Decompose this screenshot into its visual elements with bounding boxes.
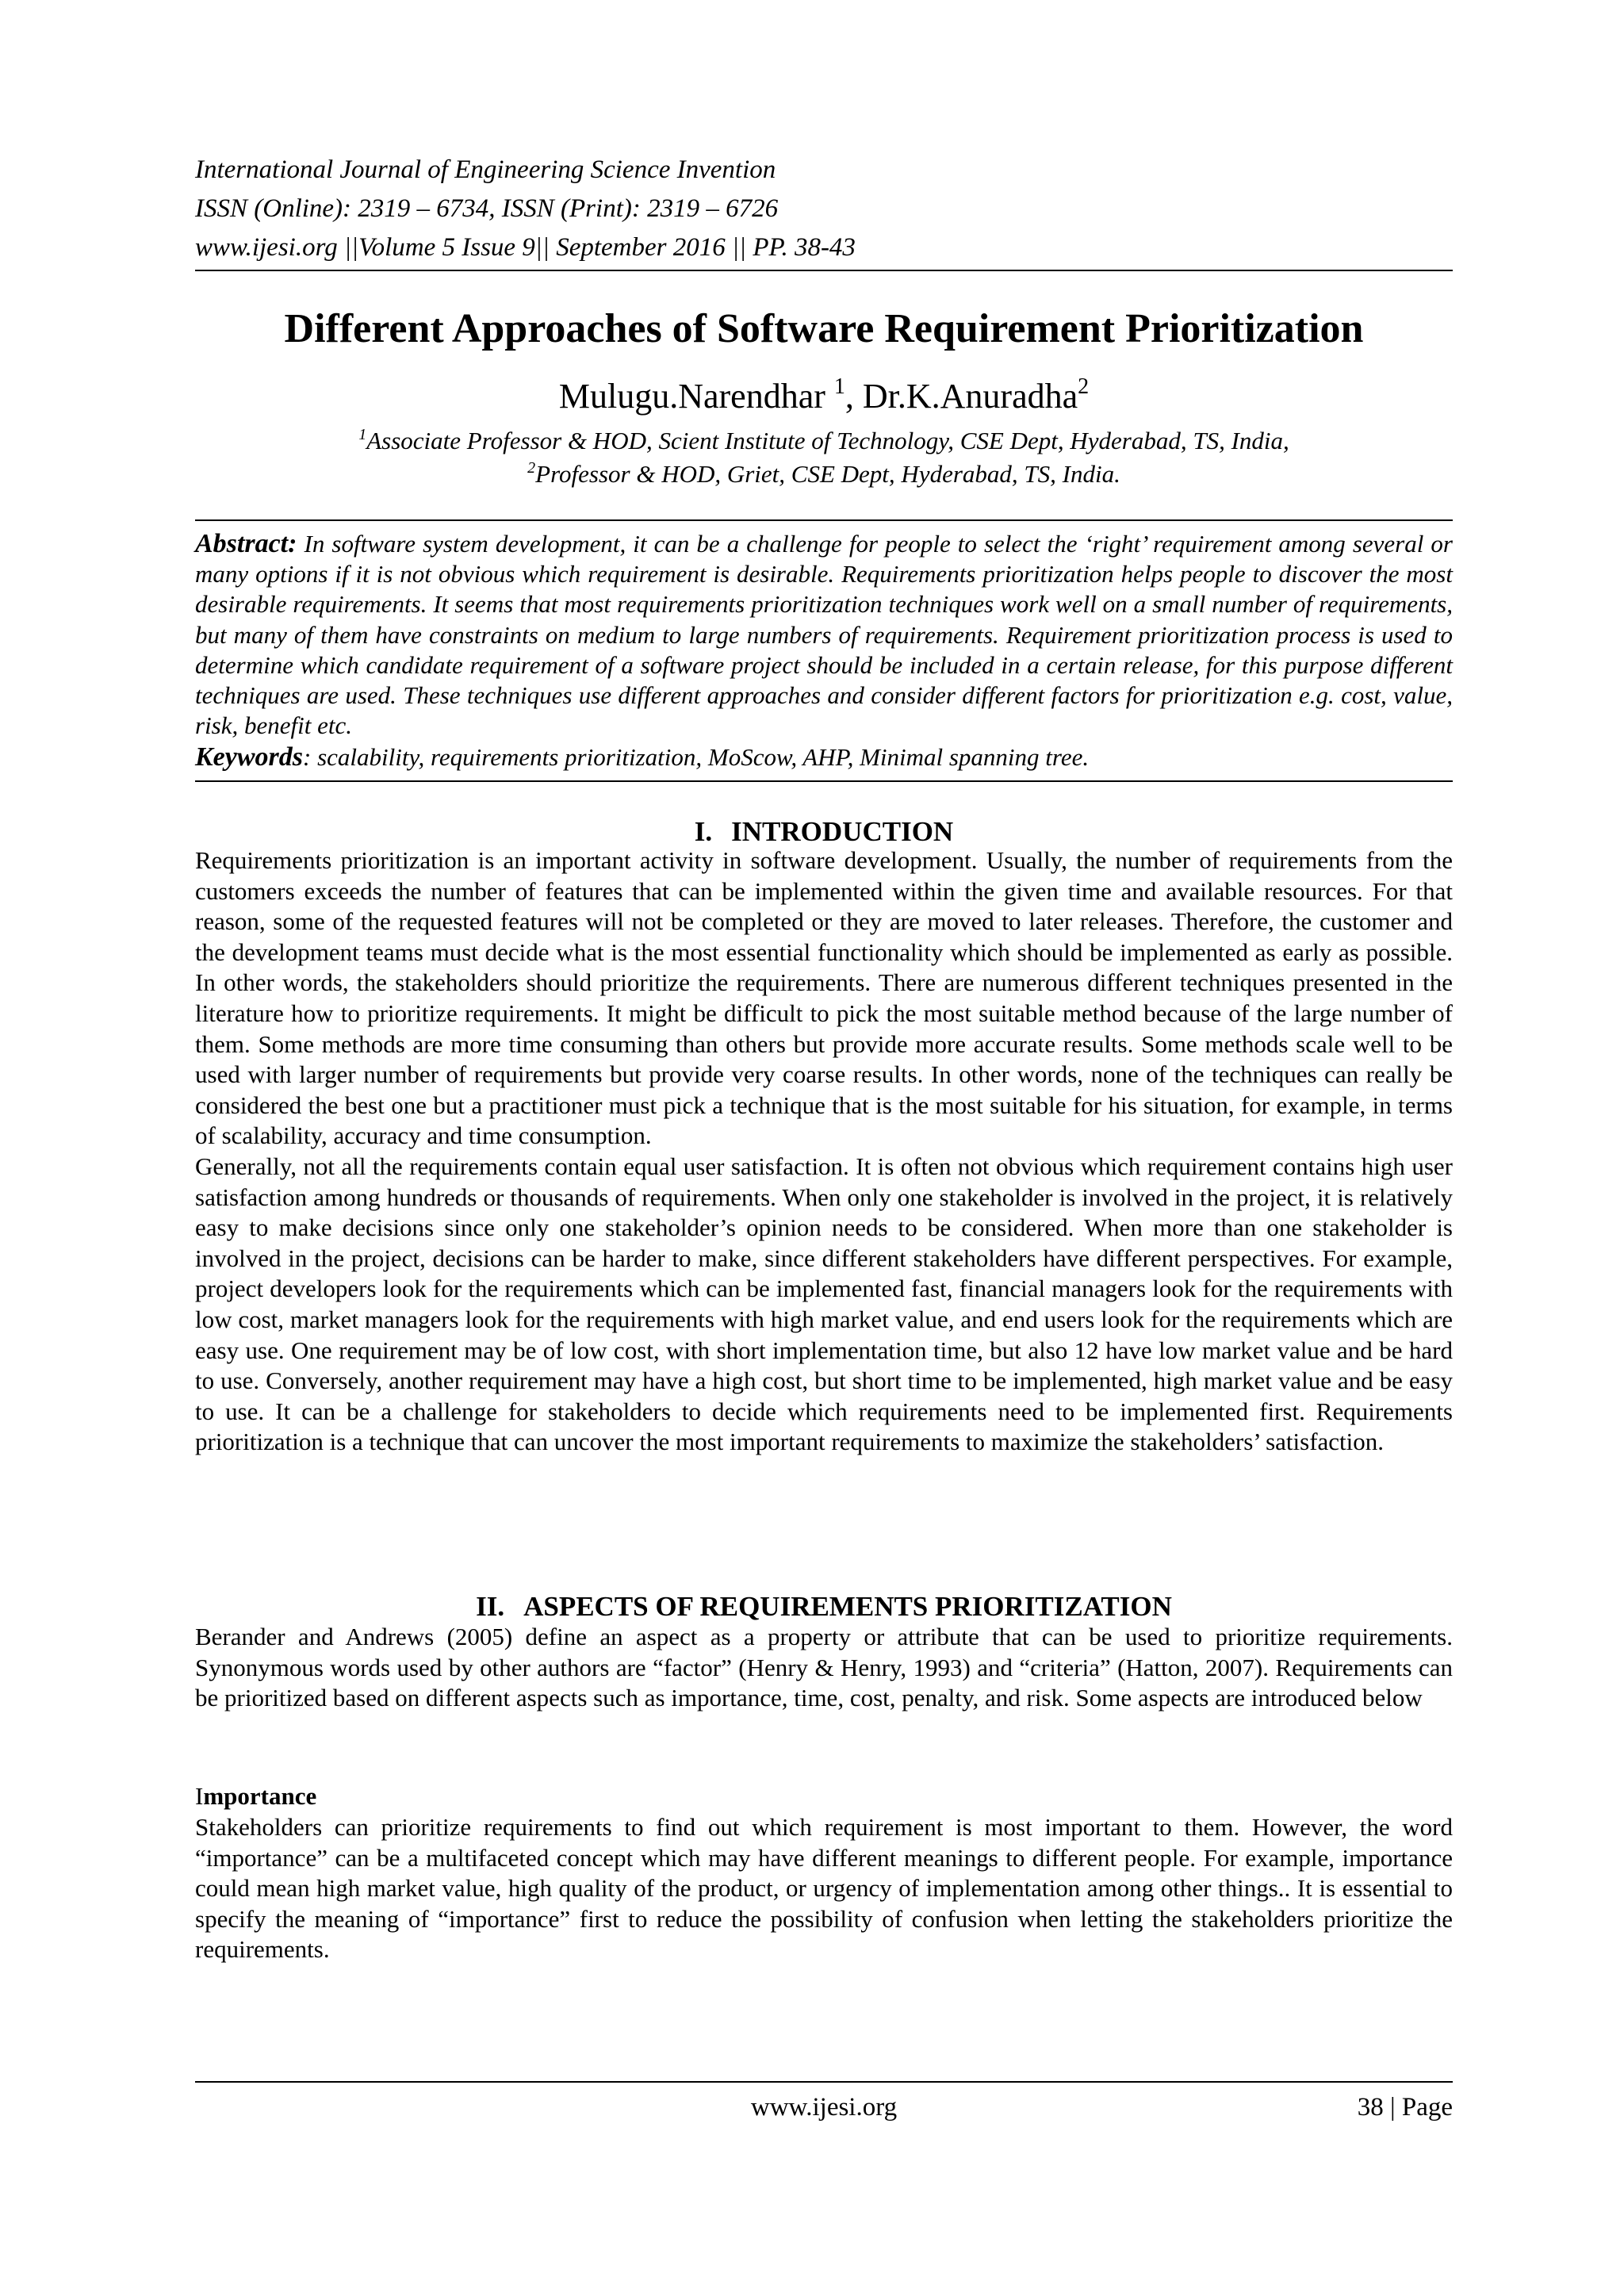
journal-issn: ISSN (Online): 2319 – 6734, ISSN (Print): 2319 – 6726 — [195, 194, 779, 223]
keywords-text: : scalability, requirements prioritization, MoScow, AHP, Minimal spanning tree. — [303, 743, 1090, 771]
author-line — [195, 373, 1453, 420]
section-1-paragraph-2: Generally, not all the requirements contain equal user satisfaction. It is often not obvious which requirement contains high user satisfaction among hundreds or thousands of requirements. When only one stakeholder is involved in the project, it is relatively easy to make decisions since only one stakeholder’s opinion needs to be considered. When more than one stakeholder is involved in the project, decisions can be harder to make, since different stakeholders have different perspectives. For example, project developers look for the requirements which can be implemented fast, financial managers look for the requirements with low cost, market managers look for the requirements with high market value, and end users look for the requirements which are easy use. One requirement may be of low cost, with short implementation time, but also 12 have low market value and be hard to use. Conversely, another requirement may have a high cost, but short time to be implemented, high market value and be easy to use. It can be a challenge for stakeholders to decide which requirements need to be implemented first. Requirements prioritization is a technique that can uncover the most important requirements to maximize the stakeholders’ satisfaction. — [195, 1152, 1453, 1456]
header-rule — [195, 270, 1453, 271]
journal-volume-line: www.ijesi.org ||Volume 5 Issue 9|| September 2016 || PP. 38-43 — [195, 233, 856, 262]
section-1-body — [195, 845, 1453, 1458]
affiliation-2-text: Professor & HOD, Griet, CSE Dept, Hyderabad, TS, India. — [535, 460, 1120, 488]
journal-header — [195, 151, 1453, 267]
affiliation-1 — [195, 424, 1453, 458]
abstract-bottom-rule — [195, 780, 1453, 782]
keywords-label: Keywords — [195, 742, 303, 772]
section-2-title: ASPECTS OF REQUIREMENTS PRIORITIZATION — [523, 1591, 1172, 1622]
section-2-heading — [195, 1589, 1453, 1624]
importance-heading — [195, 1780, 316, 1812]
importance-body — [195, 1812, 1453, 1965]
affiliation-2-sup: 2 — [527, 459, 536, 477]
abstract-label: Abstract: — [195, 529, 297, 558]
author-1-sup: 1 — [833, 374, 845, 399]
section-2-paragraph: Berander and Andrews (2005) define an aspect as a property or attribute that can be used to prioritize requirements. Synonymous words used by other authors are “factor” (Henry & Henry, 1993) and “criteria” (Hatton, 2007). Requirements can be prioritized based on different aspects such as importance, time, cost, penalty, and risk. Some aspects are introduced below — [195, 1623, 1453, 1712]
paper-title: Different Approaches of Software Requirement Prioritization — [284, 306, 1364, 351]
affiliation-1-text: Associate Professor & HOD, Scient Institute of Technology, CSE Dept, Hyderabad, TS, India, — [366, 427, 1289, 454]
abstract-text: In software system development, it can be a challenge for people to select the ‘right’ requirement among several or many options if it is not obvious which requirement is desirable. Requirements prioritization helps people to discover the most desirable requirements. It seems that most requirements prioritization techniques work well on a small number of requirements, but many of them have constraints on medium to large numbers of requirements. Requirement prioritization process is used to determine which candidate requirement of a software project should be included in a certain release, for this purpose different techniques are used. These techniques use different approaches and consider different factors for prioritization e.g. cost, value, risk, benefit etc. — [195, 530, 1453, 740]
affiliation-2 — [195, 458, 1453, 491]
section-2-number: II. — [476, 1591, 505, 1622]
abstract-top-rule — [195, 519, 1453, 521]
section-1-paragraph-1: Requirements prioritization is an important activity in software development. Usually, the number of requirements from the customers exceeds the number of features that can be implemented within the given time and available resources. For that reason, some of the requested features will not be completed or they are moved to later releases. Therefore, the customer and the development teams must decide what is the most essential functionality which should be implemented as early as possible. In other words, the stakeholders should prioritize the requirements. There are numerous different techniques presented in the literature how to prioritize requirements. It might be difficult to pick the most suitable method because of the large number of them. Some methods are more time consuming than others but provide more accurate results. Some methods scale well to be used with larger number of requirements but provide very coarse results. In other words, none of the techniques can really be considered the best one but a practitioner must pick a technique that is the most suitable for his situation, for example, in terms of scalability, accuracy and time consumption. — [195, 846, 1453, 1150]
affiliation-1-sup: 1 — [358, 426, 367, 443]
section-1-heading — [195, 815, 1453, 849]
keywords — [195, 742, 1453, 773]
importance-heading-rest: mportance — [203, 1782, 317, 1810]
author-2-sup: 2 — [1078, 374, 1090, 399]
importance-paragraph: Stakeholders can prioritize requirements to find out which requirement is most important to them. However, the word “importance” can be a multifaceted concept which may have different meanings to different people. For example, importance could mean high market value, high quality of the product, or urgency of implementation among other things.. It is essential to specify the meaning of “importance” first to reduce the possibility of confusion when letting the stakeholders prioritize the requirements. — [195, 1813, 1453, 1964]
footer-rule — [195, 2081, 1453, 2083]
section-2-body — [195, 1622, 1453, 1714]
journal-name: International Journal of Engineering Science Invention — [195, 155, 776, 184]
section-1-title: INTRODUCTION — [731, 816, 954, 847]
author-1: Mulugu.Narendhar — [558, 377, 834, 416]
abstract — [195, 529, 1453, 741]
importance-heading-initial: I — [195, 1782, 204, 1810]
footer-page-number: 38 | Page — [1357, 2093, 1453, 2122]
affiliations — [195, 424, 1453, 491]
footer-url: www.ijesi.org — [750, 2093, 898, 2122]
section-1-number: I. — [694, 816, 713, 847]
author-2: Dr.K.Anuradha — [862, 377, 1078, 416]
author-separator: , — [845, 377, 863, 416]
